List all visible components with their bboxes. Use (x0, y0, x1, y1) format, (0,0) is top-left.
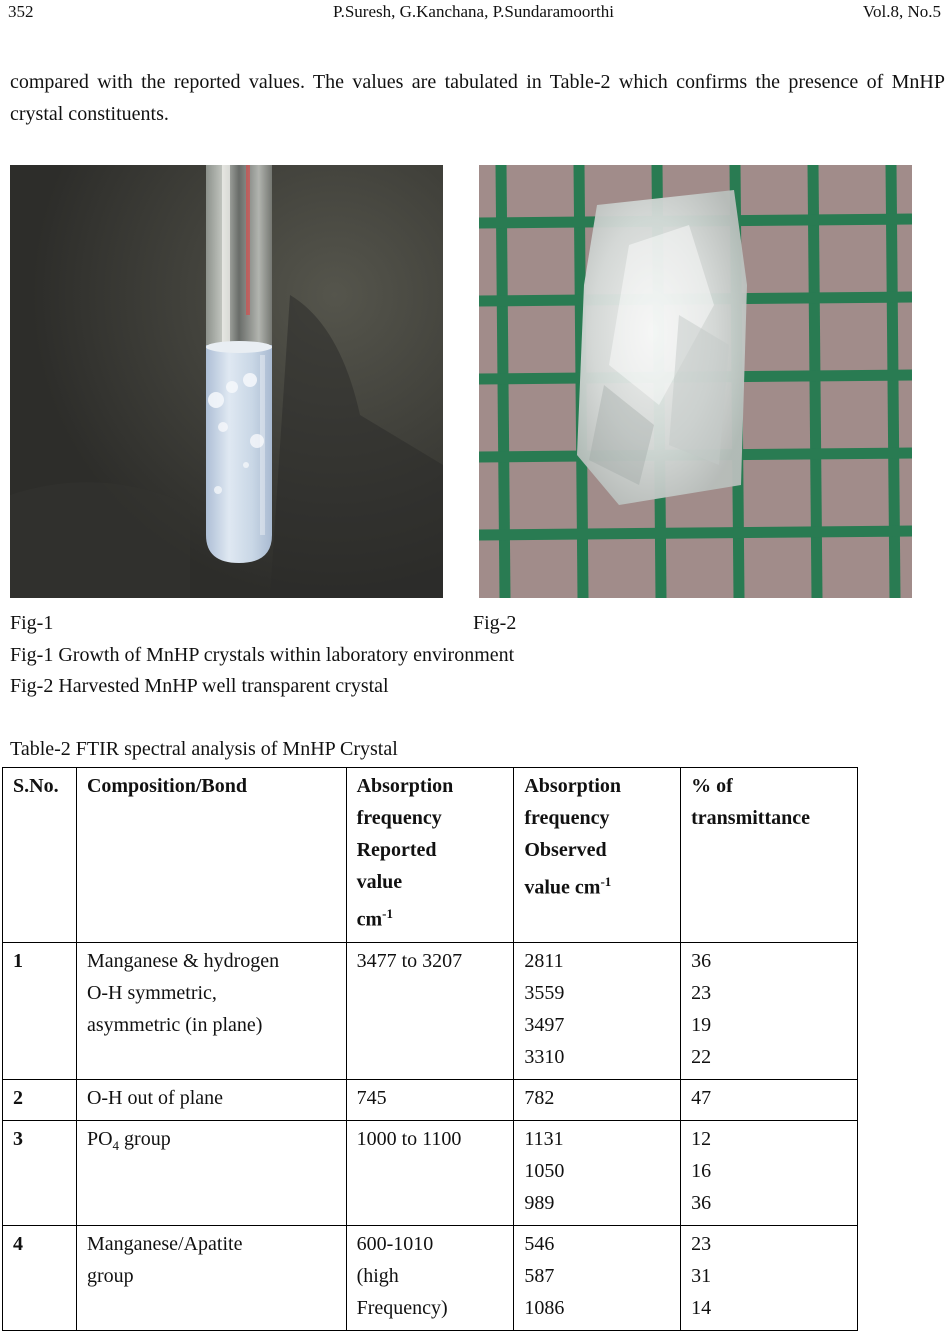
header-reported-line1: Absorption (356, 775, 454, 797)
row3-composition-prefix: PO (86, 1127, 113, 1150)
row2-transmittance: 47 (681, 1079, 858, 1120)
header-observed-line1: Absorption (524, 775, 622, 797)
row4-observed-value: 1086 (524, 1296, 565, 1319)
fig2-caption: Fig-2 Harvested MnHP well transparent crystal (10, 675, 389, 697)
row4-composition-line2: group (86, 1264, 134, 1287)
fig1-caption: Fig-1 Growth of MnHP crystals within laboratory environment (10, 644, 515, 666)
row1-transmittance (681, 942, 858, 1079)
row1-composition-line2 (87, 977, 338, 1009)
header-observed-line3: Observed (524, 839, 607, 861)
row3-sno: 3 (3, 1120, 77, 1225)
running-header (0, 2, 947, 26)
row3-composition-subscript: 4 (112, 1137, 120, 1153)
row4-reported-line3: Frequency) (356, 1296, 448, 1319)
row3-observed (514, 1120, 681, 1225)
row4-reported-line2: (high (356, 1264, 399, 1287)
header-authors: P.Suresh, G.Kanchana, P.Sundaramoorthi (333, 2, 614, 21)
header-volume: Vol.8, No.5 (862, 2, 941, 21)
row4-composition (76, 1225, 346, 1330)
row4-transmittance-value: 23 (691, 1232, 712, 1255)
row4-transmittance (681, 1225, 858, 1330)
header-observed-frequency (514, 768, 681, 943)
header-reported-line4: value (356, 871, 403, 893)
header-observed-unit (524, 866, 672, 904)
row4-sno: 4 (3, 1225, 77, 1330)
row1-transmittance-value: 19 (691, 1013, 712, 1036)
row4-observed (514, 1225, 681, 1330)
row2-observed: 782 (514, 1079, 681, 1120)
row3-transmittance-value: 16 (691, 1159, 712, 1182)
figure-2-crystal-photo (479, 165, 912, 598)
header-reported-frequency (346, 768, 514, 943)
row3-observed-value: 1050 (524, 1159, 565, 1182)
row1-reported: 3477 to 3207 (346, 942, 514, 1079)
table-row (3, 1120, 858, 1225)
row2-sno: 2 (3, 1079, 77, 1120)
header-composition: Composition/Bond (76, 768, 346, 943)
row1-transmittance-value: 23 (691, 981, 712, 1004)
row3-observed-value: 989 (524, 1191, 555, 1214)
row2-composition: O-H out of plane (76, 1079, 346, 1120)
row1-composition (76, 942, 346, 1079)
row3-reported: 1000 to 1100 (346, 1120, 514, 1225)
row3-transmittance-value: 36 (691, 1191, 712, 1214)
test-tube-illustration (10, 165, 443, 598)
header-sno: S.No. (3, 768, 77, 943)
row3-transmittance (681, 1120, 858, 1225)
row4-observed-value: 546 (524, 1232, 555, 1255)
row3-composition-suffix: group (119, 1127, 171, 1150)
table-row (3, 942, 858, 1079)
row1-composition-line3: asymmetric (in plane) (86, 1013, 263, 1036)
fig1-label: Fig-1 (10, 612, 54, 634)
row3-observed-value: 1131 (524, 1127, 564, 1150)
header-transmittance-line1: % of (691, 775, 733, 797)
row4-transmittance-value: 31 (691, 1264, 712, 1287)
header-observed-line2: frequency (524, 807, 610, 829)
header-reported-line2: frequency (356, 807, 442, 829)
body-paragraph: compared with the reported values. The values are tabulated in Table-2 which confirms the presence of MnHP crystal constituents. (10, 71, 945, 125)
figure-1-test-tube-photo (10, 165, 443, 598)
header-transmittance-line2: transmittance (691, 807, 810, 829)
row4-observed-value: 587 (524, 1264, 555, 1287)
header-reported-line3: Reported (356, 839, 437, 861)
ftir-table (2, 767, 858, 1331)
row1-observed-value: 3559 (524, 981, 565, 1004)
row3-composition (76, 1120, 346, 1225)
header-reported-exponent: -1 (382, 906, 393, 921)
header-observed-exponent: -1 (600, 874, 612, 889)
row2-reported: 745 (346, 1079, 514, 1120)
table-row (3, 1225, 858, 1330)
table-header-row (3, 768, 858, 943)
row1-observed-value: 3497 (524, 1013, 565, 1036)
table-row (3, 1079, 858, 1120)
row4-reported (346, 1225, 514, 1330)
crystal-illustration (479, 165, 912, 598)
row1-observed-value: 3310 (524, 1045, 565, 1068)
row1-composition-line1: Manganese & hydrogen (86, 949, 280, 972)
header-reported-unit-text: cm (356, 908, 383, 931)
row1-sno: 1 (3, 942, 77, 1079)
row1-transmittance-value: 36 (691, 949, 712, 972)
row4-composition-line1: Manganese/Apatite (86, 1232, 243, 1255)
row1-observed (514, 942, 681, 1079)
page-number: 352 (8, 2, 34, 21)
row4-reported-line1: 600-1010 (356, 1232, 434, 1255)
fig2-label: Fig-2 (473, 612, 517, 634)
row1-transmittance-value: 22 (691, 1045, 712, 1068)
row1-composition-line2-text: O-H symmetric, (86, 981, 217, 1004)
row3-transmittance-value: 12 (691, 1127, 712, 1150)
header-transmittance (681, 768, 858, 943)
header-reported-unit (357, 898, 506, 936)
table-caption: Table-2 FTIR spectral analysis of MnHP Crystal (10, 738, 398, 760)
row4-transmittance-value: 14 (691, 1296, 712, 1319)
header-observed-unit-text: value cm (524, 876, 601, 899)
row1-observed-value: 2811 (524, 949, 564, 972)
